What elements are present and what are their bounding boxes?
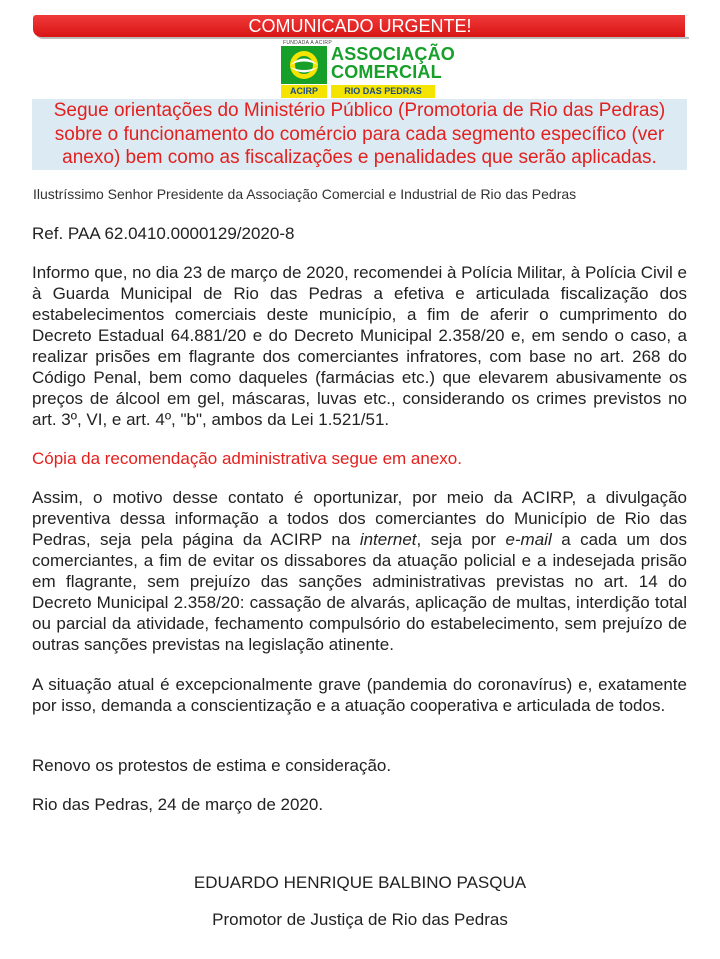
place-date: Rio das Pedras, 24 de março de 2020. (32, 795, 324, 814)
logo-mark-icon (281, 46, 327, 84)
intro-notice: Segue orientações do Ministério Público (Promotoria de Rio das Pedras) sobre o funcionamento do comércio para cada segmento específico (ver anexo) bem como as fiscalizações e penalidades que serão aplicadas. (32, 99, 687, 170)
paragraph-2-internet: internet (359, 530, 417, 549)
banner-text: COMUNICADO URGENTE! (248, 16, 472, 36)
salutation: Ilustríssimo Senhor Presidente da Associação Comercial e Industrial de Rio das Pedras (33, 186, 577, 202)
paragraph-2-email: e-mail (505, 530, 552, 549)
logo-tag-city: RIO DAS PEDRAS (331, 85, 435, 98)
acirp-logo (281, 40, 456, 99)
signatory-title: Promotor de Justiça de Rio das Pedras (212, 910, 508, 929)
signatory-name: EDUARDO HENRIQUE BALBINO PASQUA (193, 873, 527, 892)
logo-title (331, 45, 455, 81)
logo-title-line2: COMERCIAL (331, 62, 442, 82)
paragraph-3: A situação atual é excepcionalmente grave (pandemia do coronavírus) e, exatamente por isso, demanda a conscientização e a atuação cooperativa e articulada de todos. (32, 675, 687, 715)
urgent-banner (33, 15, 687, 37)
logo-title-line1: ASSOCIAÇÃO (331, 44, 456, 64)
attachment-note: Cópia da recomendação administrativa segue em anexo. (32, 449, 462, 468)
logo-top-text: FUNDADA A ACIRP (283, 40, 332, 46)
paragraph-2-part3: a cada um dos comerciantes, a fim de evitar os dissabores da atuação policial e a indesejada prisão em flagrante, sem prejuízo das sanções administrativas previstas no art. 14 do Decreto Municipal 2.358/20: cassação de alvarás, aplicação de multas, interdição total ou parcial da atividade, fechamento compulsório do estabelecimento, sem prejuízo de outras sanções previstas na legislação atinente. (32, 530, 687, 654)
logo-tag-acirp: ACIRP (281, 85, 327, 98)
banner-corner (685, 15, 689, 37)
paragraph-2-part2: , seja por (416, 530, 506, 549)
paragraph-1: Informo que, no dia 23 de março de 2020, recomendei à Polícia Militar, à Polícia Civil e à Guarda Municipal de Rio das Pedras a efetiva e articulada fiscalização dos estabelecimentos comerciais deste município, a fim de aferir o cumprimento do Decreto Estadual 64.881/20 e do Decreto Municipal 2.358/20 e, em sendo o caso, a realizar prisões em flagrante dos comerciantes infratores, com base no art. 268 do Código Penal, bem como daqueles (farmácias etc.) que elevarem abusivamente os preços de álcool em gel, máscaras, luvas etc., considerando os crimes previstos no art. 3º, VI, e art. 4º, "b", ambos da Lei 1.521/51. (32, 263, 687, 429)
paragraph-2 (32, 487, 687, 655)
closing-line: Renovo os protestos de estima e consideração. (32, 756, 392, 775)
reference-number: Ref. PAA 62.0410.0000129/2020-8 (32, 224, 295, 243)
paragraph-2-part1: Assim, o motivo desse contato é oportunizar, por meio da ACIRP, a divulgação preventiva dessa informação a todos dos comerciantes do Município de Rio das Pedras, seja pela página da ACIRP na (32, 488, 687, 549)
